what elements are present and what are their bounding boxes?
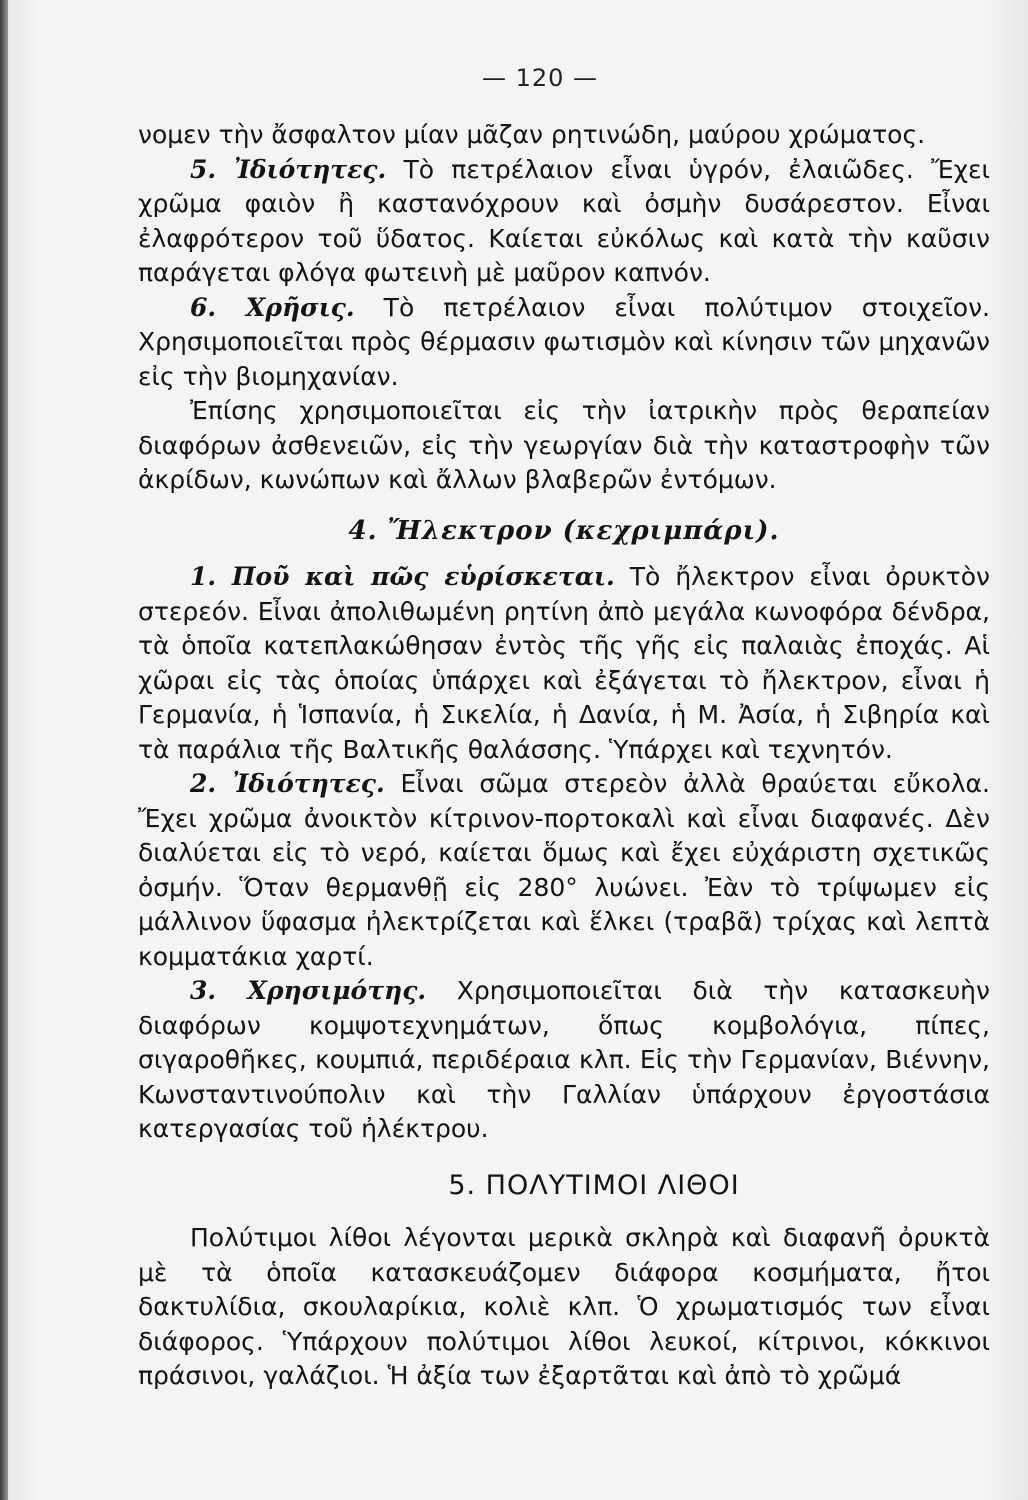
section-heading-precious-stones: 5. ΠΟΛΥΤΙΜΟΙ ΛΙΘΟΙ [448,1169,740,1201]
paragraph-amber-where [138,560,990,767]
paragraph-continuation [138,118,990,153]
paragraph-text: νομεν τὴν ἄσφαλτον μίαν μᾶζαν ρητινώδη, μαύρου χρώματος. [138,120,926,149]
section-heading-amber: 4. Ἤλεκτρον (κεχριμπάρι). [348,515,780,546]
paragraph-petroleum-other-uses [138,394,990,498]
paragraph-text: Ἐπίσης χρησιμοποιεῖται εἰς τὴν ἰατρικὴν πρὸς θεραπείαν διαφόρων ἀσθενειῶν, εἰς τὴν γεωργίαν διὰ τὴν καταστροφὴν τῶν ἀκρίδων, κωνώπων καὶ ἄλλων βλαβερῶν ἐντόμων. [138,396,990,494]
paragraph-amber-properties [138,767,990,974]
paragraph-precious-stones [138,1221,990,1394]
paragraph-text: Τὸ πετρέλαιον εἶναι ὑγρόν, ἐλαιῶδες. Ἔχει χρῶμα φαιὸν ἢ καστανόχρουν καὶ ὀσμὴν δυσάρεστον. Εἶναι ἐλαφρότερον τοῦ ὕδατος. Καίεται εὐκόλως καὶ κατὰ τὴν καῦσιν παράγεται φλόγα φωτεινὴ μὲ μαῦρον καπνόν. [138,154,991,287]
subheading-label: 5. Ἰδιότητες. [190,154,387,184]
paragraph-petroleum-properties [138,153,990,291]
paragraph-amber-uses [138,974,990,1147]
binding-edge [0,0,8,1500]
subheading-label: 6. Χρῆσις. [190,292,355,322]
page-number: — 120 — [481,64,599,92]
paragraph-text: Εἶναι σῶμα στερεὸν ἀλλὰ θραύεται εὔκολα. Ἔχει χρῶμα ἀνοικτὸν κίτρινον-πορτοκαλὶ καὶ εἶναι διαφανές. Δὲν διαλύεται εἰς τὸ νερό, καίεται ὅμως καὶ ἔχει εὐχάριστη σχετικῶς ὀσμήν. Ὅταν θερμανθῇ εἰς 280° λυώνει. Ἐὰν τὸ τρίψωμεν εἰς μάλλινον ὕφασμα ἠλεκτρίζεται καὶ ἕλκει (τραβᾶ) τρίχας καὶ λεπτὰ κομματάκια χαρτί. [138,769,990,971]
paragraph-text: Χρησιμοποιεῖται διὰ τὴν κατασκευὴν διαφόρων κομψοτεχνημάτων, ὅπως κομβολόγια, πίπες, σιγαροθῆκες, κουμπιά, περιδέραια κλπ. Εἰς τὴν Γερμανίαν, Βιέννην, Κωνσταντινούπολιν καὶ τὴν Γαλλίαν ὑπάρχουν ἐργοστάσια κατεργασίας τοῦ ἠλέκτρου. [138,976,990,1143]
paragraph-text: Τὸ ἤλεκτρον εἶναι ὀρυκτὸν στερεόν. Εἶναι ἀπολιθωμένη ρητίνη ἀπὸ μεγάλα κωνοφόρα δένδρα, τὰ ὁποῖα κατεπλακώθησαν ἐντὸς τῆς γῆς εἰς παλαιὰς ἐποχάς. Αἱ χῶραι εἰς τὰς ὁποίας ὑπάρχει καὶ ἐξάγεται τὸ ἤλεκτρον, εἶναι ἡ Γερμανία, ἡ Ἱσπανία, ἡ Σικελία, ἡ Δανία, ἡ Μ. Ἀσία, ἡ Σιβηρία καὶ τὰ παράλια τῆς Βαλτικῆς θαλάσσης. Ὑπάρχει καὶ τεχνητόν. [138,562,990,764]
subheading-label: 3. Χρησιμότης. [190,976,427,1005]
page-body [138,118,990,1394]
paragraph-text: Πολύτιμοι λίθοι λέγονται μερικὰ σκληρὰ καὶ διαφανῆ ὀρυκτὰ μὲ τὰ ὁποῖα κατασκευάζομεν διάφορα κοσμήματα, ἤτοι δακτυλίδια, σκουλαρίκια, κολιὲ κλπ. Ὁ χρωματισμός των εἶναι διάφορος. Ὑπάρχουν πολύτιμοι λίθοι λευκοί, κίτρινοι, κόκκινοι πράσινοι, γαλάζιοι. Ἡ ἀξία των ἐξαρτᾶται καὶ ἀπὸ τὸ χρῶμά [138,1223,990,1390]
subheading-label: 1. Ποῦ καὶ πῶς εὑρίσκεται. [190,562,615,591]
paragraph-petroleum-use [138,291,990,395]
subheading-label: 2. Ἰδιότητες. [190,769,385,798]
paragraph-text: Τὸ πετρέλαιον εἶναι πολύτιμον στοιχεῖον. Χρησιμοποιεῖται πρὸς θέρμασιν φωτισμὸν καὶ κίνησιν τῶν μηχανῶν εἰς τὴν βιομηχανίαν. [138,292,990,391]
